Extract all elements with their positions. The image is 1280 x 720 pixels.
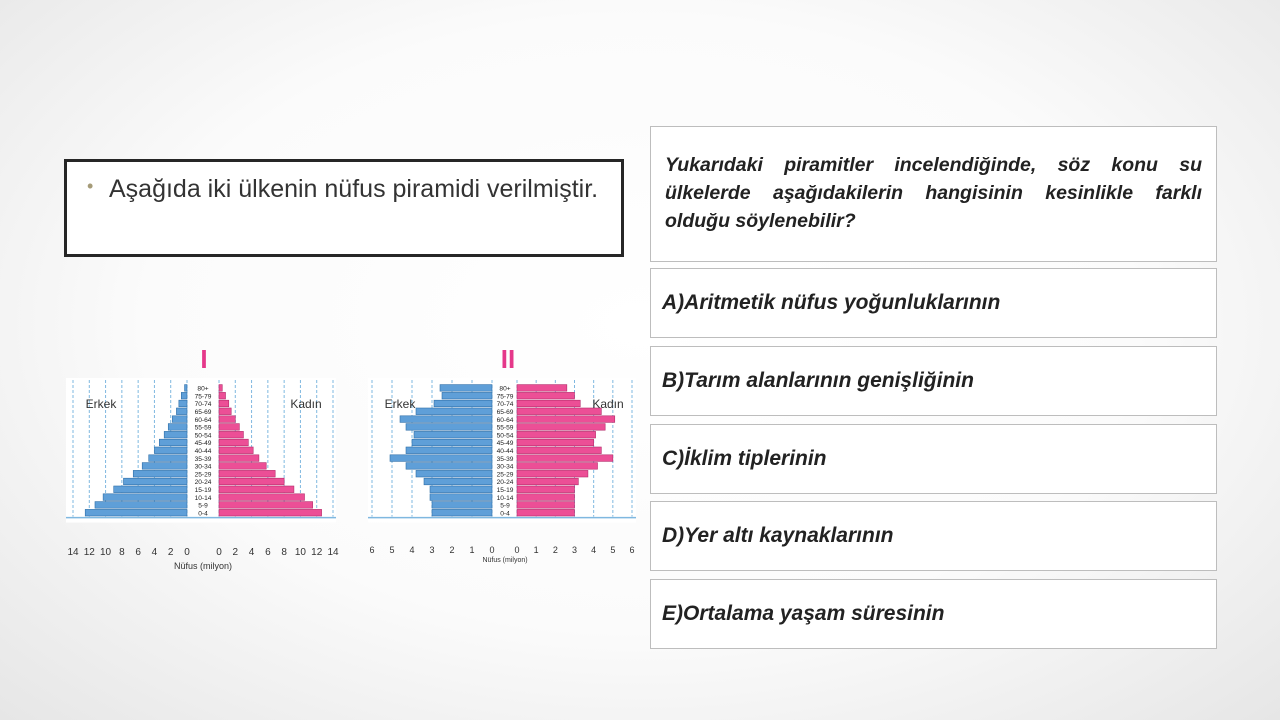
bar-male xyxy=(172,416,187,423)
age-label: 35-39 xyxy=(496,455,514,463)
tick-label: 0 xyxy=(184,547,190,558)
chart-title-1: I xyxy=(200,344,208,374)
age-label: 25-29 xyxy=(194,471,212,479)
tick-label: 2 xyxy=(449,545,455,555)
bar-female xyxy=(517,478,578,485)
age-label: 40-44 xyxy=(496,448,514,455)
tick-label: 1 xyxy=(533,545,539,555)
tick-label: 12 xyxy=(311,547,323,558)
bar-male xyxy=(406,447,492,454)
bar-male xyxy=(176,408,187,415)
bar-male xyxy=(164,431,187,438)
age-label: 5-9 xyxy=(500,502,510,510)
tick-label: 14 xyxy=(67,547,79,558)
tick-label: 2 xyxy=(167,547,174,558)
intro-box xyxy=(64,159,624,257)
bar-female xyxy=(517,463,598,470)
tick-label: 0 xyxy=(514,545,520,555)
age-label: 20-24 xyxy=(194,479,212,487)
bar-female xyxy=(219,486,294,493)
bar-male xyxy=(414,431,492,438)
age-label: 40-44 xyxy=(194,448,212,455)
tick-label: 12 xyxy=(83,547,95,558)
bar-female xyxy=(517,408,601,415)
age-label: 70-74 xyxy=(496,401,514,409)
bar-female xyxy=(219,416,235,423)
age-label: 5-9 xyxy=(198,502,208,510)
tick-label: 0 xyxy=(216,547,222,558)
age-label: 65-69 xyxy=(496,409,514,416)
bar-male xyxy=(406,463,492,470)
bar-male xyxy=(390,455,492,462)
bar-male xyxy=(430,494,492,501)
age-label: 60-64 xyxy=(194,416,212,424)
bar-female xyxy=(517,431,596,438)
tick-label: 6 xyxy=(369,545,375,555)
bar-male xyxy=(416,470,492,477)
age-label: 55-59 xyxy=(496,424,514,432)
option-e[interactable]: E)Ortalama yaşam süresinin xyxy=(650,579,1217,649)
age-label: 70-74 xyxy=(194,401,212,409)
tick-label: 5 xyxy=(389,545,395,555)
bar-male xyxy=(159,439,187,446)
bar-female xyxy=(517,486,575,493)
bar-female xyxy=(517,400,580,407)
bar-female xyxy=(517,439,594,446)
age-label: 0-4 xyxy=(198,510,208,518)
age-label: 10-14 xyxy=(194,494,212,502)
tick-label: 6 xyxy=(265,547,271,558)
bar-male xyxy=(416,408,492,415)
tick-label: 6 xyxy=(629,545,635,555)
tick-label: 8 xyxy=(281,547,287,558)
age-label: 0-4 xyxy=(500,510,510,518)
bar-female xyxy=(219,463,266,470)
tick-label: 0 xyxy=(489,545,495,555)
tick-label: 4 xyxy=(409,545,415,555)
bar-male xyxy=(185,385,187,392)
tick-label: 2 xyxy=(552,545,558,555)
age-label: 10-14 xyxy=(496,494,514,502)
bar-male xyxy=(442,392,492,399)
bar-female xyxy=(219,509,322,516)
bar-male xyxy=(432,509,492,516)
tick-label: 3 xyxy=(571,545,578,555)
bar-female xyxy=(219,385,222,392)
tick-label: 4 xyxy=(248,547,255,558)
bar-female xyxy=(517,447,601,454)
bar-female xyxy=(517,416,615,423)
erkek-label: Erkek xyxy=(384,397,416,411)
bar-male xyxy=(133,470,187,477)
bar-female xyxy=(219,447,253,454)
bar-female xyxy=(517,509,575,516)
age-label: 15-19 xyxy=(194,487,212,494)
tick-label: 3 xyxy=(429,545,435,555)
bar-male xyxy=(430,486,492,493)
bar-male xyxy=(114,486,187,493)
bar-male xyxy=(123,478,187,485)
bar-male xyxy=(440,385,492,392)
bar-female xyxy=(219,439,248,446)
bar-male xyxy=(103,494,187,501)
bar-female xyxy=(219,455,259,462)
age-label: 25-29 xyxy=(496,471,514,479)
bar-female xyxy=(219,470,275,477)
bar-female xyxy=(517,470,588,477)
age-label: 50-54 xyxy=(194,432,212,440)
tick-label: 6 xyxy=(135,547,141,558)
population-pyramids xyxy=(0,340,640,600)
age-label: 45-49 xyxy=(496,440,514,448)
chart-title-2: II xyxy=(500,344,516,374)
bar-male xyxy=(406,424,492,431)
bar-female xyxy=(517,392,575,399)
age-label: 75-79 xyxy=(194,393,212,401)
bar-female xyxy=(517,424,605,431)
age-label: 15-19 xyxy=(496,487,514,494)
bar-male xyxy=(400,416,492,423)
tick-label: 4 xyxy=(151,547,158,558)
intro-text: Aşağıda iki ülkenin nüfus piramidi verilmiştir. xyxy=(109,175,599,203)
age-label: 30-34 xyxy=(194,463,212,471)
bar-male xyxy=(168,424,187,431)
bullet-icon: • xyxy=(87,176,94,196)
bar-female xyxy=(517,455,613,462)
bar-female xyxy=(219,408,231,415)
tick-label: 10 xyxy=(100,547,112,558)
bar-male xyxy=(95,502,187,509)
bar-male xyxy=(434,400,492,407)
bar-male xyxy=(424,478,492,485)
bar-male xyxy=(412,439,492,446)
bar-male xyxy=(149,455,187,462)
bar-female xyxy=(219,424,239,431)
age-label: 80+ xyxy=(197,385,209,393)
kadin-label: Kadın xyxy=(290,397,322,411)
x-axis-label: Nüfus (milyon) xyxy=(173,561,233,571)
bar-male xyxy=(181,392,187,399)
bar-female xyxy=(219,478,284,485)
age-label: 20-24 xyxy=(496,479,514,487)
tick-label: 14 xyxy=(327,547,339,558)
tick-label: 10 xyxy=(294,547,306,558)
bar-female xyxy=(517,385,567,392)
tick-label: 5 xyxy=(610,545,616,555)
age-label: 80+ xyxy=(499,385,511,393)
option-b[interactable]: B)Tarım alanlarının genişliğinin xyxy=(650,346,1217,416)
bar-female xyxy=(219,392,226,399)
bar-male xyxy=(179,400,187,407)
age-label: 55-59 xyxy=(194,424,212,432)
erkek-label: Erkek xyxy=(85,397,117,411)
bar-male xyxy=(154,447,187,454)
age-label: 60-64 xyxy=(496,416,514,424)
bar-female xyxy=(219,400,229,407)
bar-female xyxy=(219,502,313,509)
bar-male xyxy=(85,509,187,516)
tick-label: 4 xyxy=(591,545,597,555)
bar-female xyxy=(219,431,243,438)
bar-female xyxy=(219,494,305,501)
option-a[interactable]: A)Aritmetik nüfus yoğunluklarının xyxy=(650,268,1217,338)
age-label: 30-34 xyxy=(496,463,514,471)
bar-male xyxy=(432,502,492,509)
option-d[interactable]: D)Yer altı kaynaklarının xyxy=(650,501,1217,571)
option-c[interactable]: C)İklim tiplerinin xyxy=(650,424,1217,494)
bar-male xyxy=(142,463,187,470)
tick-label: 2 xyxy=(232,547,239,558)
tick-label: 8 xyxy=(119,547,125,558)
age-label: 35-39 xyxy=(194,455,212,463)
kadin-label: Kadın xyxy=(592,397,624,411)
age-label: 65-69 xyxy=(194,409,212,416)
question-box: Yukarıdaki piramitler incelendiğinde, söz konu su ülkelerde aşağıdakilerin hangisinin kesinlikle farklı olduğu söylenebilir? xyxy=(650,126,1217,262)
age-label: 75-79 xyxy=(496,393,514,401)
age-label: 45-49 xyxy=(194,440,212,448)
tick-label: 1 xyxy=(469,545,475,555)
age-label: 50-54 xyxy=(496,432,514,440)
bar-female xyxy=(517,502,575,509)
x-axis-label: Nüfus (milyon) xyxy=(482,557,528,564)
bar-female xyxy=(517,494,575,501)
